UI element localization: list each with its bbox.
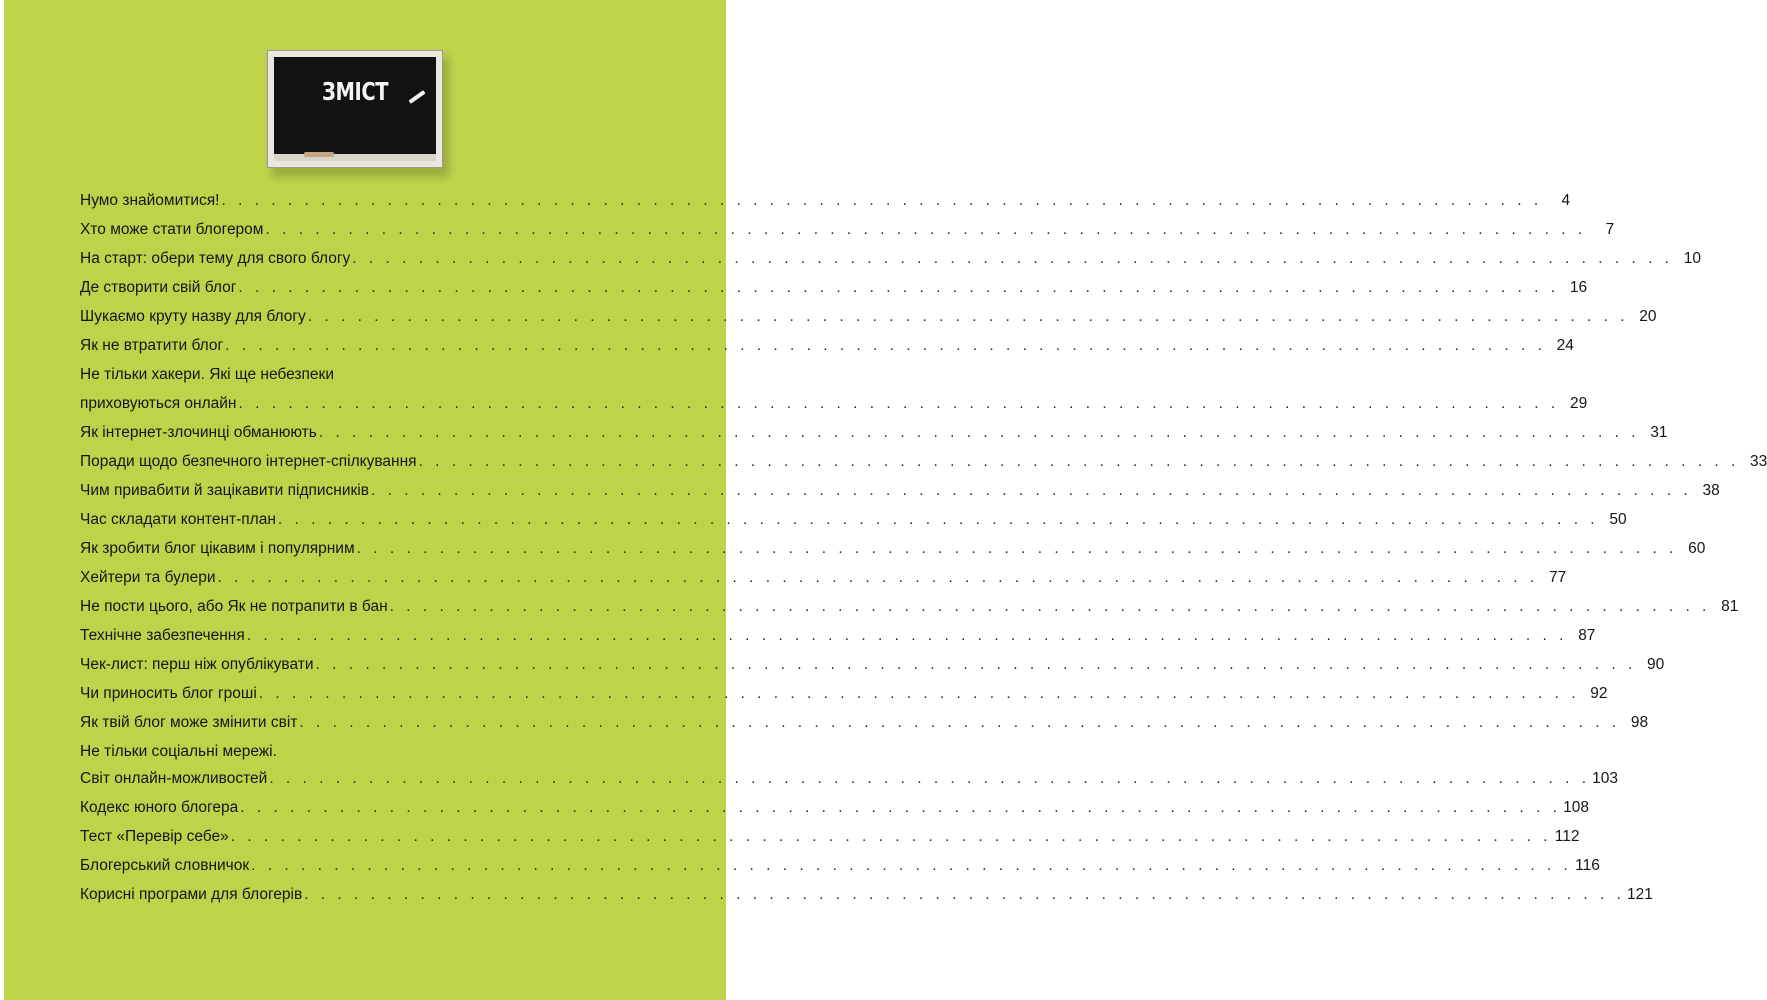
toc-entry-page-number: 108 xyxy=(1563,799,1589,816)
toc-entry-row xyxy=(80,563,1567,592)
toc-entry[interactable] xyxy=(80,534,1706,563)
toc-entry-page-number: 33 xyxy=(1750,453,1767,470)
toc-entry-title: Як твій блог може змінити світ xyxy=(80,714,298,731)
toc-entry-title: На старт: обери тему для свого блогу xyxy=(80,250,351,267)
toc-entry-row xyxy=(80,764,1619,793)
toc-entry[interactable] xyxy=(80,851,1600,880)
toc-entry-page-number: 31 xyxy=(1650,424,1668,441)
toc-entry[interactable] xyxy=(80,186,1571,215)
dot-leader: . . . . . . . . . . . . . . . . . . . . . . . . . . . . . . . . . . . . . . . . . . . . . . . . . . . . . . . . . . . . . . . . . . . . . . . . . . . . . . . . xyxy=(277,511,1599,528)
toc-entry-row xyxy=(80,389,1588,418)
toc-entry-page-number: 81 xyxy=(1721,598,1739,615)
toc-entry-page-number: 60 xyxy=(1688,540,1706,557)
chalkboard-surface xyxy=(274,57,436,161)
page-title: ЗМІСТ xyxy=(322,77,389,106)
dot-leader: . . . . . . . . . . . . . . . . . . . . . . . . . . . . . . . . . . . . . . . . . . . . . . . . . . . . . . . . . . . . . . . . . . . . . . . . . . . . . . . . xyxy=(352,250,1673,267)
toc-entry[interactable] xyxy=(80,360,1588,418)
toc-entry-page-number: 7 xyxy=(1605,221,1615,238)
toc-entry-page-number: 90 xyxy=(1647,656,1665,673)
toc-entry[interactable] xyxy=(80,708,1649,737)
toc-entry[interactable] xyxy=(80,244,1701,273)
toc-entry-title: Кодекс юного блогера xyxy=(80,799,239,816)
toc-entry-title: приховуються онлайн xyxy=(80,395,237,412)
toc-entry-row xyxy=(80,215,1615,244)
toc-entry-title: Шукаємо круту назву для блогу xyxy=(80,308,306,325)
dot-leader: . . . . . . . . . . . . . . . . . . . . . . . . . . . . . . . . . . . . . . . . . . . . . . . . . . . . . . . . . . . . . . . . . . . . . . . . . . . . . . . . xyxy=(240,799,1561,816)
chalk-icon xyxy=(408,90,425,104)
toc-entry-page-number: 98 xyxy=(1630,714,1649,731)
toc-entry-title-line: Не тільки соціальні мережі. xyxy=(80,743,277,760)
dot-leader: . . . . . . . . . . . . . . . . . . . . . . . . . . . . . . . . . . . . . . . . . . . . . . . . . . . . . . . . . . . . . . . . . . . . . . . . . . . . . . . . xyxy=(307,308,1629,325)
toc-entry-row xyxy=(80,447,1767,476)
toc-entry[interactable] xyxy=(80,476,1720,505)
toc-entry-row xyxy=(80,302,1657,331)
toc-entry-title: Тест «Перевір себе» xyxy=(80,828,229,845)
toc-entry-title: Чим привабити й зацікавити підписників xyxy=(80,482,369,499)
toc-entry-row xyxy=(80,244,1701,273)
toc-entry-title: Як не втратити блог xyxy=(80,337,224,354)
toc-entry-row xyxy=(80,708,1649,737)
toc-entry[interactable] xyxy=(80,621,1596,650)
toc-entry-title: Блогерський словничок xyxy=(80,857,250,874)
chalkboard xyxy=(267,50,443,168)
dot-leader: . . . . . . . . . . . . . . . . . . . . . . . . . . . . . . . . . . . . . . . . . . . . . . . . . . . . . . . . . . . . . . . . . . . . . . . . . . . . . . . . xyxy=(389,598,1711,615)
toc-entry-row xyxy=(80,621,1596,650)
dot-leader: . . . . . . . . . . . . . . . . . . . . . . . . . . . . . . . . . . . . . . . . . . . . . . . . . . . . . . . . . . . . . . . . . . . . . . . . . . . . . . . . xyxy=(217,569,1539,586)
toc-entry-page-number: 92 xyxy=(1590,685,1608,702)
toc-entry-row xyxy=(80,331,1574,360)
toc-entry-page-number: 38 xyxy=(1702,482,1720,499)
toc-entry[interactable] xyxy=(80,679,1608,708)
toc-entry-page-number: 20 xyxy=(1639,308,1657,325)
dot-leader: . . . . . . . . . . . . . . . . . . . . . . . . . . . . . . . . . . . . . . . . . . . . . . . . . . . . . . . . . . . . . . . . . . . . . . . . . . . . . . . . xyxy=(221,192,1543,209)
toc-entry-page-number: 10 xyxy=(1683,250,1701,267)
toc-entry[interactable] xyxy=(80,331,1574,360)
dot-leader: . . . . . . . . . . . . . . . . . . . . . . . . . . . . . . . . . . . . . . . . . . . . . . . . . . . . . . . . . . . . . . . . . . . . . . . . . . . . . . . . xyxy=(251,857,1572,874)
toc-entry[interactable] xyxy=(80,822,1580,851)
dot-leader: . . . . . . . . . . . . . . . . . . . . . . . . . . . . . . . . . . . . . . . . . . . . . . . . . . . . . . . . . . . . . . . . . . . . . . . . . . . . . . . . xyxy=(370,482,1692,499)
toc-entry-title: Хто може стати блогером xyxy=(80,221,264,238)
toc-entry-title: Технічне забезпечення xyxy=(80,627,245,644)
toc-entry-title: Як інтернет-злочинці обманюють xyxy=(80,424,317,441)
toc-entry-row xyxy=(80,505,1627,534)
toc-entry-row xyxy=(80,186,1571,215)
toc-entry-row xyxy=(80,592,1739,621)
toc-entry-page-number: 87 xyxy=(1578,627,1596,644)
dot-leader: . . . . . . . . . . . . . . . . . . . . . . . . . . . . . . . . . . . . . . . . . . . . . . . . . . . . . . . . . . . . . . . . . . . . . . . . . . . . . . . . xyxy=(238,279,1560,296)
page xyxy=(4,0,1767,1000)
toc-entry-page-number: 24 xyxy=(1556,337,1574,354)
toc-entry-page-number: 121 xyxy=(1627,886,1653,903)
dot-leader: . . . . . . . . . . . . . . . . . . . . . . . . . . . . . . . . . . . . . . . . . . . . . . . . . . . . . . . . . . . . . . . . . . . . . . . . . . . . . . . . xyxy=(225,337,1546,354)
chalkboard-ledge xyxy=(274,154,436,161)
toc-entry-row xyxy=(80,822,1580,851)
toc-entry-page-number: 16 xyxy=(1569,279,1588,296)
toc-entry-title: Чи приносить блог гроші xyxy=(80,685,257,702)
toc-entry-title: Час складати контент-план xyxy=(80,511,276,528)
table-of-contents xyxy=(80,186,1767,909)
toc-entry-title: Не пости цього, або Як не потрапити в бан xyxy=(80,598,388,615)
toc-entry[interactable] xyxy=(80,302,1657,331)
toc-entry-page-number: 103 xyxy=(1592,770,1619,787)
toc-entry[interactable] xyxy=(80,737,1619,793)
toc-entry-row xyxy=(80,273,1588,302)
chalk-stick-icon xyxy=(304,152,334,157)
toc-entry-page-number: 112 xyxy=(1554,828,1580,845)
dot-leader: . . . . . . . . . . . . . . . . . . . . . . . . . . . . . . . . . . . . . . . . . . . . . . . . . . . . . . . . . . . . . . . . . . . . . . . . . . . . . . . . xyxy=(304,886,1625,903)
toc-entry[interactable] xyxy=(80,563,1567,592)
toc-entry-row xyxy=(80,851,1600,880)
dot-leader: . . . . . . . . . . . . . . . . . . . . . . . . . . . . . . . . . . . . . . . . . . . . . . . . . . . . . . . . . . . . . . . . . . . . . . . . . . . . . . . . xyxy=(246,627,1568,644)
toc-entry-page-number: 77 xyxy=(1548,569,1567,586)
toc-entry[interactable] xyxy=(80,505,1627,534)
toc-entry-page-number: 29 xyxy=(1569,395,1588,412)
dot-leader: . . . . . . . . . . . . . . . . . . . . . . . . . . . . . . . . . . . . . . . . . . . . . . . . . . . . . . . . . . . . . . . . . . . . . . . . . . . . . . . . xyxy=(315,656,1637,673)
toc-entry[interactable] xyxy=(80,793,1589,822)
toc-entry-row xyxy=(80,880,1653,909)
toc-entry[interactable] xyxy=(80,880,1653,909)
toc-entry-title: Світ онлайн-можливостей xyxy=(80,770,268,787)
dot-leader: . . . . . . . . . . . . . . . . . . . . . . . . . . . . . . . . . . . . . . . . . . . . . . . . . . . . . . . . . . . . . . . . . . . . . . . . . . . . . . . . xyxy=(258,685,1580,702)
toc-entry-page-number: 116 xyxy=(1575,857,1600,874)
toc-entry-title: Хейтери та булери xyxy=(80,569,216,586)
toc-entry-row xyxy=(80,679,1608,708)
toc-entry-row xyxy=(80,418,1668,447)
toc-entry[interactable] xyxy=(80,273,1588,302)
toc-entry-title: Поради щодо безпечного інтернет-спілкування xyxy=(80,453,417,470)
toc-entry[interactable] xyxy=(80,592,1739,621)
toc-entry-row xyxy=(80,650,1665,679)
dot-leader: . . . . . . . . . . . . . . . . . . . . . . . . . . . . . . . . . . . . . . . . . . . . . . . . . . . . . . . . . . . . . . . . . . . . . . . . . . . . . . . . xyxy=(238,395,1560,412)
toc-entry-title-line: Не тільки хакери. Які ще небезпеки xyxy=(80,366,334,383)
toc-entry-title: Чек-лист: перш ніж опублікувати xyxy=(80,656,314,673)
toc-entry-page-number: 50 xyxy=(1609,511,1627,528)
dot-leader: . . . . . . . . . . . . . . . . . . . . . . . . . . . . . . . . . . . . . . . . . . . . . . . . . . . . . . . . . . . . . . . . . . . . . . . . . . . . . . . . xyxy=(269,770,1591,787)
dot-leader: . . . . . . . . . . . . . . . . . . . . . . . . . . . . . . . . . . . . . . . . . . . . . . . . . . . . . . . . . . . . . . . . . . . . . . . . . . . . . . . . xyxy=(418,453,1740,470)
toc-entry-row xyxy=(80,793,1589,822)
toc-entry[interactable] xyxy=(80,447,1767,476)
dot-leader: . . . . . . . . . . . . . . . . . . . . . . . . . . . . . . . . . . . . . . . . . . . . . . . . . . . . . . . . . . . . . . . . . . . . . . . . . . . . . . . . xyxy=(265,221,1587,238)
dot-leader: . . . . . . . . . . . . . . . . . . . . . . . . . . . . . . . . . . . . . . . . . . . . . . . . . . . . . . . . . . . . . . . . . . . . . . . . . . . . . . . . xyxy=(299,714,1621,731)
dot-leader: . . . . . . . . . . . . . . . . . . . . . . . . . . . . . . . . . . . . . . . . . . . . . . . . . . . . . . . . . . . . . . . . . . . . . . . . . . . . . . . . xyxy=(356,540,1678,557)
toc-entry[interactable] xyxy=(80,650,1665,679)
toc-entry-page-number: 4 xyxy=(1561,192,1571,209)
toc-entry-row xyxy=(80,534,1706,563)
toc-entry-title: Де створити свій блог xyxy=(80,279,237,296)
toc-entry[interactable] xyxy=(80,215,1615,244)
toc-entry-title: Як зробити блог цікавим і популярним xyxy=(80,540,355,557)
toc-entry[interactable] xyxy=(80,418,1668,447)
dot-leader: . . . . . . . . . . . . . . . . . . . . . . . . . . . . . . . . . . . . . . . . . . . . . . . . . . . . . . . . . . . . . . . . . . . . . . . . . . . . . . . . xyxy=(318,424,1640,441)
toc-entry-title: Корисні програми для блогерів xyxy=(80,886,303,903)
toc-entry-title: Нумо знайомитися! xyxy=(80,192,220,209)
dot-leader: . . . . . . . . . . . . . . . . . . . . . . . . . . . . . . . . . . . . . . . . . . . . . . . . . . . . . . . . . . . . . . . . . . . . . . . . . . . . . . . . xyxy=(230,828,1552,845)
toc-entry-row xyxy=(80,476,1720,505)
